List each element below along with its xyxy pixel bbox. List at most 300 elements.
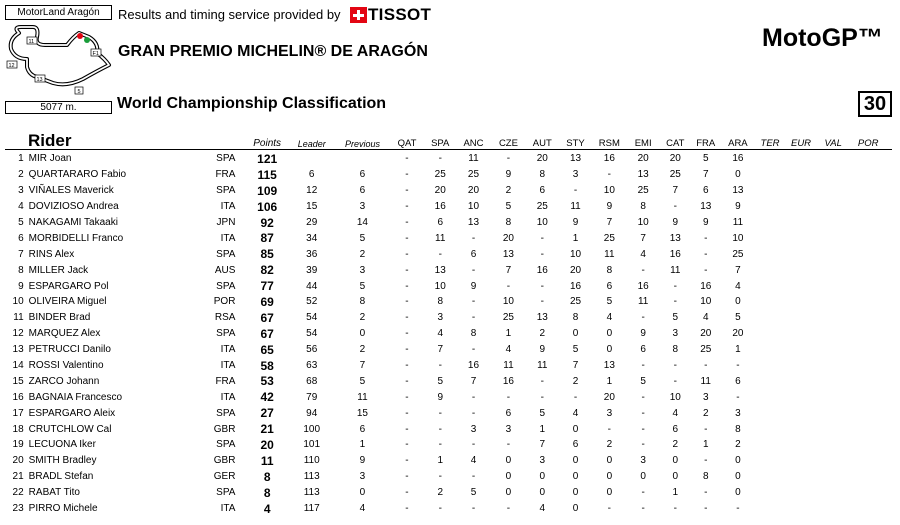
race-points: - bbox=[405, 391, 409, 403]
col-race: AUT bbox=[532, 138, 552, 149]
race-points bbox=[756, 167, 784, 183]
race-points: - bbox=[471, 407, 476, 419]
race-points: 6 bbox=[505, 407, 512, 419]
race-points: - bbox=[540, 375, 544, 387]
race-points: 4 bbox=[572, 407, 579, 419]
gap-to-previous: 2 bbox=[359, 312, 366, 324]
col-race: ANC bbox=[463, 138, 484, 149]
svg-text:13: 13 bbox=[36, 77, 43, 83]
race-points: 2 bbox=[572, 375, 579, 387]
race-points: - bbox=[405, 439, 409, 451]
race-points: 0 bbox=[505, 487, 512, 499]
col-race: EUR bbox=[790, 138, 812, 149]
table-row bbox=[5, 215, 888, 231]
gap-to-previous: 5 bbox=[359, 232, 366, 244]
race-points: 2 bbox=[606, 439, 613, 451]
race-points: - bbox=[641, 503, 645, 515]
race-points bbox=[756, 326, 784, 342]
table-row bbox=[5, 199, 888, 215]
race-points: 4 bbox=[437, 328, 444, 340]
race-points: 16 bbox=[536, 264, 548, 276]
race-points: 8 bbox=[470, 328, 477, 340]
race-points: 13 bbox=[434, 264, 446, 276]
col-race: CAT bbox=[666, 138, 685, 149]
race-points: - bbox=[736, 391, 740, 403]
race-points: - bbox=[405, 217, 409, 228]
race-points bbox=[818, 262, 848, 278]
gap-to-leader: 15 bbox=[306, 201, 318, 213]
col-previous: Previous bbox=[344, 139, 380, 149]
race-points: - bbox=[641, 439, 645, 451]
rider-points: 65 bbox=[260, 342, 274, 357]
race-points: 20 bbox=[467, 185, 480, 197]
rider-name: NAKAGAMI Takaaki bbox=[28, 217, 118, 228]
race-points bbox=[784, 453, 818, 469]
race-points: 10 bbox=[569, 248, 582, 260]
rider-points: 67 bbox=[260, 310, 274, 325]
race-points bbox=[784, 167, 818, 183]
swiss-cross-icon bbox=[350, 7, 367, 23]
race-points bbox=[818, 230, 848, 246]
race-points: - bbox=[641, 360, 645, 372]
table-row bbox=[5, 167, 888, 183]
race-points: - bbox=[673, 503, 677, 515]
race-points: - bbox=[673, 280, 677, 292]
race-points: 13 bbox=[732, 185, 744, 197]
rider-points: 53 bbox=[260, 374, 274, 389]
race-points: 13 bbox=[669, 232, 681, 244]
gap-to-previous: 4 bbox=[359, 503, 366, 515]
col-race: ARA bbox=[728, 138, 748, 149]
race-points: - bbox=[736, 503, 740, 515]
race-points: 5 bbox=[539, 407, 546, 419]
gap-to-leader: 113 bbox=[303, 487, 320, 499]
race-points bbox=[756, 389, 784, 405]
race-points bbox=[756, 294, 784, 310]
table-row bbox=[5, 262, 888, 278]
race-points: 0 bbox=[735, 487, 741, 499]
col-race: CZE bbox=[498, 138, 518, 149]
race-points: 1 bbox=[735, 344, 741, 356]
race-points: 0 bbox=[735, 169, 741, 181]
race-points: - bbox=[704, 487, 708, 499]
gap-to-leader: 56 bbox=[306, 344, 318, 356]
race-points bbox=[784, 246, 818, 262]
race-points bbox=[756, 373, 784, 389]
rider-name: ESPARGARO Pol bbox=[28, 280, 109, 292]
race-points: - bbox=[704, 248, 708, 260]
race-points: 5 bbox=[572, 344, 579, 356]
race-points: 16 bbox=[603, 153, 615, 165]
table-row bbox=[5, 469, 888, 485]
race-points: 2 bbox=[702, 407, 709, 419]
race-points: - bbox=[438, 248, 442, 260]
race-points: 25 bbox=[700, 344, 712, 356]
race-points: 25 bbox=[669, 169, 681, 181]
race-points: 1 bbox=[437, 455, 444, 467]
rider-nation: SPA bbox=[216, 328, 236, 340]
race-points: 9 bbox=[470, 280, 477, 292]
race-points: 9 bbox=[539, 344, 546, 356]
race-points: - bbox=[405, 248, 409, 260]
race-points: 9 bbox=[606, 201, 613, 213]
rider-nation: FRA bbox=[215, 169, 236, 181]
race-points: 0 bbox=[539, 487, 546, 499]
race-points bbox=[818, 278, 848, 294]
race-points: - bbox=[641, 407, 645, 419]
race-points: 25 bbox=[536, 201, 548, 213]
race-points: 5 bbox=[437, 375, 444, 387]
gap-to-previous: 2 bbox=[359, 248, 366, 260]
race-points: 16 bbox=[732, 153, 744, 165]
race-points: - bbox=[405, 185, 409, 197]
race-points bbox=[784, 485, 818, 501]
rider-position: 17 bbox=[12, 407, 24, 419]
race-points: - bbox=[704, 455, 708, 467]
race-points bbox=[848, 294, 888, 310]
race-points bbox=[848, 421, 888, 437]
circuit-name: MotorLand Aragón bbox=[5, 5, 112, 20]
race-points: - bbox=[405, 232, 409, 244]
col-race: STY bbox=[566, 138, 585, 149]
race-points bbox=[784, 358, 818, 374]
race-points bbox=[784, 501, 818, 517]
race-points bbox=[818, 469, 848, 485]
race-points: 2 bbox=[505, 185, 512, 197]
race-points: 11 bbox=[604, 248, 615, 260]
gap-to-leader: 6 bbox=[308, 169, 315, 181]
rider-position: 22 bbox=[12, 487, 24, 499]
race-points: - bbox=[438, 153, 442, 165]
rider-nation: SPA bbox=[216, 487, 236, 499]
race-points: 4 bbox=[735, 280, 741, 292]
race-points: 16 bbox=[669, 248, 681, 260]
race-points: 7 bbox=[606, 217, 613, 228]
race-points: - bbox=[641, 423, 645, 435]
race-points: 2 bbox=[437, 487, 444, 499]
rider-nation: SPA bbox=[216, 280, 236, 292]
race-points: 16 bbox=[502, 375, 514, 387]
race-points bbox=[756, 310, 784, 326]
gap-to-previous: 5 bbox=[359, 375, 366, 387]
race-points bbox=[818, 389, 848, 405]
race-points: 13 bbox=[700, 201, 712, 213]
race-points: - bbox=[673, 360, 677, 372]
race-points bbox=[818, 501, 848, 517]
race-points bbox=[848, 215, 888, 231]
race-points bbox=[818, 151, 848, 167]
rider-points: 27 bbox=[260, 406, 274, 421]
gap-to-leader: 44 bbox=[306, 280, 318, 292]
rider-points: 82 bbox=[260, 263, 274, 278]
race-points: - bbox=[405, 153, 409, 165]
race-points bbox=[784, 421, 818, 437]
race-points bbox=[818, 326, 848, 342]
rider-nation: GER bbox=[213, 471, 236, 483]
race-points: 0 bbox=[572, 503, 579, 515]
rider-name: BINDER Brad bbox=[28, 312, 91, 324]
table-row bbox=[5, 501, 888, 517]
race-points: 10 bbox=[434, 280, 446, 292]
race-points: 20 bbox=[669, 153, 681, 165]
gap-to-previous: 1 bbox=[359, 439, 366, 451]
race-points bbox=[848, 183, 888, 199]
race-points: - bbox=[540, 296, 544, 308]
rider-position: 8 bbox=[18, 264, 24, 276]
race-points: 0 bbox=[606, 328, 613, 340]
race-points: 5 bbox=[606, 296, 613, 308]
race-points: 7 bbox=[539, 439, 546, 451]
race-points: 1 bbox=[672, 487, 679, 499]
race-points bbox=[784, 326, 818, 342]
race-points bbox=[848, 469, 888, 485]
svg-text:F1: F1 bbox=[92, 51, 99, 57]
race-points: 4 bbox=[470, 455, 477, 467]
race-points: 20 bbox=[603, 391, 615, 403]
race-points: 2 bbox=[672, 439, 679, 451]
rider-nation: SPA bbox=[216, 248, 236, 260]
rider-position: 2 bbox=[18, 169, 24, 181]
rider-name: VIÑALES Maverick bbox=[28, 185, 114, 197]
race-points: 11 bbox=[468, 153, 479, 165]
race-points: 0 bbox=[572, 455, 579, 467]
race-points: 11 bbox=[637, 296, 649, 308]
race-points bbox=[756, 262, 784, 278]
race-points bbox=[818, 167, 848, 183]
gap-to-previous: 0 bbox=[359, 328, 366, 340]
race-points: 11 bbox=[503, 360, 514, 372]
gap-to-previous: 3 bbox=[359, 471, 366, 483]
gap-to-leader: 29 bbox=[306, 217, 318, 228]
race-points bbox=[818, 421, 848, 437]
race-points bbox=[848, 278, 888, 294]
race-points: 25 bbox=[637, 185, 649, 197]
rider-nation: SPA bbox=[216, 153, 236, 165]
race-points bbox=[818, 183, 848, 199]
race-points: - bbox=[405, 487, 409, 499]
gap-to-previous: 7 bbox=[359, 360, 366, 372]
race-points: 7 bbox=[640, 232, 646, 244]
classification-title: World Championship Classification bbox=[117, 95, 387, 112]
race-points bbox=[818, 294, 848, 310]
race-points: 11 bbox=[700, 375, 711, 387]
race-points bbox=[818, 485, 848, 501]
rider-name: RINS Alex bbox=[28, 248, 75, 260]
race-points: 4 bbox=[702, 312, 709, 324]
rider-points: 20 bbox=[260, 437, 274, 452]
race-points: - bbox=[673, 201, 677, 213]
race-points: 0 bbox=[505, 455, 512, 467]
race-points: 8 bbox=[505, 217, 512, 228]
race-points: 9 bbox=[505, 169, 512, 181]
race-points: 6 bbox=[640, 344, 646, 356]
race-points: 20 bbox=[536, 153, 548, 165]
race-points bbox=[848, 358, 888, 374]
rider-name: MIR Joan bbox=[28, 153, 72, 165]
race-points: 8 bbox=[539, 169, 546, 181]
timing-credit: Results and timing service provided by bbox=[118, 7, 341, 22]
rider-name: SMITH Bradley bbox=[28, 455, 97, 467]
race-points: 3 bbox=[672, 328, 679, 340]
race-points bbox=[784, 469, 818, 485]
gap-to-leader: 117 bbox=[303, 503, 320, 515]
race-points: 7 bbox=[470, 375, 477, 387]
race-points bbox=[756, 358, 784, 374]
race-points: 8 bbox=[606, 264, 613, 276]
race-points: - bbox=[704, 360, 708, 372]
race-points: - bbox=[405, 280, 409, 292]
race-points: - bbox=[438, 503, 442, 515]
gap-to-leader: 94 bbox=[306, 407, 318, 419]
race-points: - bbox=[506, 503, 511, 515]
gap-to-leader: 12 bbox=[306, 185, 318, 197]
race-points bbox=[784, 262, 818, 278]
race-points: 4 bbox=[606, 312, 613, 324]
rider-nation: FRA bbox=[215, 375, 236, 387]
race-points: - bbox=[607, 503, 612, 515]
race-points: 16 bbox=[467, 360, 480, 372]
race-points bbox=[756, 183, 784, 199]
rider-position: 19 bbox=[12, 439, 24, 451]
race-points: - bbox=[405, 471, 409, 483]
race-points: - bbox=[405, 455, 409, 467]
rider-name: MORBIDELLI Franco bbox=[28, 232, 124, 244]
race-points bbox=[848, 199, 888, 215]
gap-to-previous: 6 bbox=[359, 169, 366, 181]
race-points: - bbox=[405, 503, 409, 515]
rider-position: 7 bbox=[18, 248, 24, 260]
race-points: 0 bbox=[572, 423, 579, 435]
rider-name: DOVIZIOSO Andrea bbox=[28, 201, 119, 213]
race-points: - bbox=[405, 264, 409, 276]
race-points bbox=[784, 373, 818, 389]
race-points: 3 bbox=[572, 169, 579, 181]
race-points: 1 bbox=[606, 375, 613, 387]
rider-name: CRUTCHLOW Cal bbox=[28, 423, 112, 435]
gap-to-previous: 5 bbox=[359, 280, 366, 292]
rider-points: 115 bbox=[257, 167, 277, 182]
gap-to-previous: 11 bbox=[357, 391, 368, 403]
race-points bbox=[756, 469, 784, 485]
race-points: - bbox=[471, 296, 476, 308]
gap-to-previous: 0 bbox=[359, 487, 366, 499]
race-points bbox=[756, 485, 784, 501]
race-points: 1 bbox=[539, 423, 546, 435]
gap-to-previous: 8 bbox=[359, 296, 366, 308]
race-points: - bbox=[471, 391, 476, 403]
race-points bbox=[848, 485, 888, 501]
gap-to-leader: 110 bbox=[303, 455, 320, 467]
race-points: - bbox=[704, 423, 708, 435]
rider-position: 6 bbox=[18, 232, 24, 244]
col-race: SPA bbox=[431, 138, 450, 149]
race-points bbox=[756, 199, 784, 215]
table-row bbox=[5, 358, 888, 374]
race-points: 0 bbox=[572, 487, 579, 499]
rider-points: 21 bbox=[260, 422, 274, 437]
race-points: - bbox=[573, 391, 578, 403]
race-points bbox=[848, 310, 888, 326]
race-points: 1 bbox=[505, 328, 512, 340]
table-row bbox=[5, 437, 888, 453]
race-points: - bbox=[471, 439, 476, 451]
rider-position: 16 bbox=[12, 391, 24, 403]
race-points bbox=[818, 437, 848, 453]
race-points: 13 bbox=[569, 153, 582, 165]
race-points bbox=[848, 230, 888, 246]
race-points: 13 bbox=[467, 217, 480, 228]
race-points bbox=[756, 342, 784, 358]
race-points: 0 bbox=[606, 487, 613, 499]
gap-to-previous: 6 bbox=[359, 423, 366, 435]
race-points: 13 bbox=[603, 360, 615, 372]
race-points: 10 bbox=[467, 201, 480, 213]
rider-position: 3 bbox=[18, 185, 24, 197]
rider-points: 85 bbox=[260, 247, 274, 262]
race-points: 0 bbox=[606, 471, 613, 483]
race-points: 25 bbox=[569, 296, 582, 308]
motogp-logo: MotoGP™ bbox=[762, 24, 883, 52]
race-points: 1 bbox=[702, 439, 709, 451]
race-points: 7 bbox=[735, 264, 741, 276]
rider-points: 58 bbox=[260, 358, 274, 373]
rider-name: MILLER Jack bbox=[28, 264, 89, 276]
race-points: 8 bbox=[572, 312, 579, 324]
table-row bbox=[5, 230, 888, 246]
race-points: - bbox=[641, 264, 645, 276]
race-points: 16 bbox=[700, 280, 712, 292]
race-points: 0 bbox=[672, 471, 679, 483]
race-points: 9 bbox=[437, 391, 444, 403]
race-points: 6 bbox=[735, 375, 741, 387]
rider-nation: AUS bbox=[214, 264, 236, 276]
race-points: - bbox=[540, 248, 544, 260]
rider-nation: ITA bbox=[220, 503, 236, 515]
circuit-length: 5077 m. bbox=[5, 101, 112, 114]
race-points: - bbox=[471, 344, 476, 356]
race-points: 5 bbox=[672, 312, 679, 324]
race-points: 10 bbox=[536, 217, 548, 228]
gap-to-leader: 36 bbox=[306, 248, 318, 260]
race-points: 25 bbox=[603, 232, 615, 244]
race-points: - bbox=[405, 328, 409, 340]
col-race: VAL bbox=[824, 138, 842, 149]
table-header bbox=[5, 131, 888, 151]
race-points: 3 bbox=[606, 407, 613, 419]
race-points: 0 bbox=[640, 471, 646, 483]
race-points bbox=[756, 421, 784, 437]
race-points: - bbox=[405, 423, 409, 435]
rider-position: 4 bbox=[18, 201, 24, 213]
rider-name: PIRRO Michele bbox=[28, 503, 98, 515]
race-points: - bbox=[573, 185, 578, 197]
rider-name: QUARTARARO Fabio bbox=[28, 169, 127, 181]
rider-position: 15 bbox=[12, 375, 24, 387]
race-points bbox=[818, 373, 848, 389]
race-points bbox=[848, 167, 888, 183]
race-points bbox=[784, 437, 818, 453]
svg-text:5: 5 bbox=[77, 89, 81, 95]
race-points bbox=[784, 183, 818, 199]
race-points bbox=[756, 151, 784, 167]
race-points: 6 bbox=[702, 185, 709, 197]
race-points: - bbox=[438, 423, 442, 435]
race-points: 0 bbox=[572, 471, 579, 483]
rider-position: 14 bbox=[12, 360, 24, 372]
rider-nation: SPA bbox=[216, 407, 236, 419]
col-leader: Leader bbox=[297, 139, 326, 149]
table-row bbox=[5, 294, 888, 310]
